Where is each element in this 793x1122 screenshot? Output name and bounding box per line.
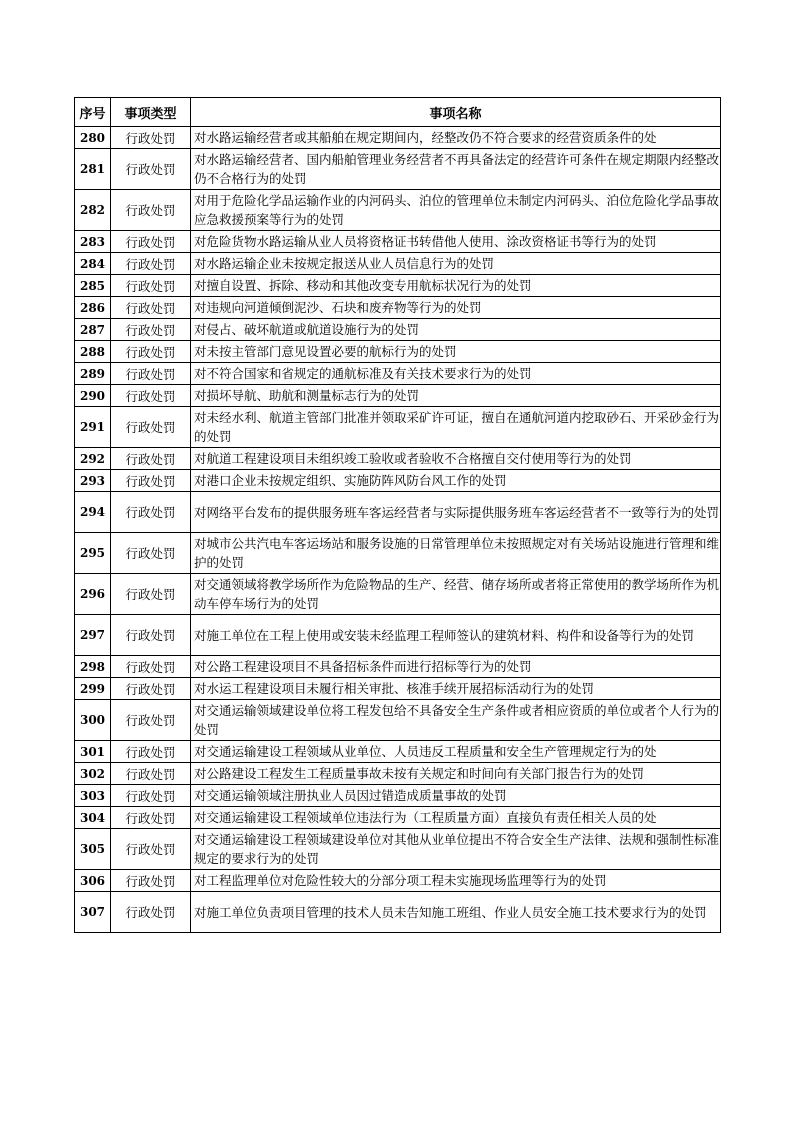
row-matter-type: 行政处罚 [111,807,191,829]
row-matter-type: 行政处罚 [111,275,191,297]
table-row [75,533,721,574]
row-matter-type: 行政处罚 [111,892,191,933]
row-serial-number: 284 [75,253,111,275]
table-row [75,275,721,297]
row-serial-number: 280 [75,127,111,149]
table-row [75,231,721,253]
row-serial-number: 296 [75,574,111,615]
row-matter-name: 对未按主管部门意见设置必要的航标行为的处罚 [191,341,721,363]
row-serial-number: 303 [75,785,111,807]
row-matter-type: 行政处罚 [111,533,191,574]
row-serial-number: 293 [75,470,111,492]
row-matter-name: 对交通领域将教学场所作为危险物品的生产、经营、储存场所或者将正常使用的教学场所作为机动车停车场行为的处罚 [191,574,721,615]
table-row [75,892,721,933]
row-matter-type: 行政处罚 [111,341,191,363]
header-matter-name: 事项名称 [191,98,721,127]
row-matter-name: 对损坏导航、助航和测量标志行为的处罚 [191,385,721,407]
row-matter-name: 对水路运输企业未按规定报送从业人员信息行为的处罚 [191,253,721,275]
row-matter-name: 对施工单位在工程上使用或安装未经监理工程师签认的建筑材料、构件和设备等行为的处罚 [191,615,721,656]
row-serial-number: 289 [75,363,111,385]
table-row [75,574,721,615]
table-row [75,363,721,385]
row-matter-name: 对水路运输经营者或其船舶在规定期间内，经整改仍不符合要求的经营资质条件的处 [191,127,721,149]
row-matter-type: 行政处罚 [111,253,191,275]
table-row [75,448,721,470]
table-row [75,615,721,656]
row-matter-type: 行政处罚 [111,407,191,448]
row-matter-name: 对违规向河道倾倒泥沙、石块和废弃物等行为的处罚 [191,297,721,319]
row-matter-name: 对公路建设工程发生工程质量事故未按有关规定和时间向有关部门报告行为的处罚 [191,763,721,785]
row-serial-number: 291 [75,407,111,448]
table-row [75,492,721,533]
table-row [75,253,721,275]
table-row [75,190,721,231]
row-serial-number: 301 [75,741,111,763]
row-serial-number: 298 [75,656,111,678]
header-matter-type: 事项类型 [111,98,191,127]
row-matter-type: 行政处罚 [111,149,191,190]
row-matter-name: 对未经水利、航道主管部门批准并领取采矿许可证，擅自在通航河道内挖取砂石、开采砂金行为的处罚 [191,407,721,448]
table-row [75,127,721,149]
row-matter-name: 对港口企业未按规定组织、实施防阵风防台风工作的处罚 [191,470,721,492]
row-matter-type: 行政处罚 [111,870,191,892]
row-matter-type: 行政处罚 [111,678,191,700]
row-matter-type: 行政处罚 [111,319,191,341]
row-matter-type: 行政处罚 [111,741,191,763]
row-matter-type: 行政处罚 [111,231,191,253]
row-matter-type: 行政处罚 [111,574,191,615]
row-matter-type: 行政处罚 [111,615,191,656]
row-serial-number: 306 [75,870,111,892]
row-matter-name: 对网络平台发布的提供服务班车客运经营者与实际提供服务班车客运经营者不一致等行为的处罚 [191,492,721,533]
row-serial-number: 295 [75,533,111,574]
row-serial-number: 299 [75,678,111,700]
table-row [75,807,721,829]
table-body [75,127,721,933]
row-matter-type: 行政处罚 [111,785,191,807]
row-matter-type: 行政处罚 [111,470,191,492]
row-matter-type: 行政处罚 [111,127,191,149]
row-matter-type: 行政处罚 [111,190,191,231]
table-row [75,829,721,870]
row-serial-number: 282 [75,190,111,231]
row-matter-type: 行政处罚 [111,492,191,533]
row-matter-name: 对公路工程建设项目不具备招标条件而进行招标等行为的处罚 [191,656,721,678]
row-serial-number: 304 [75,807,111,829]
row-matter-type: 行政处罚 [111,763,191,785]
row-serial-number: 287 [75,319,111,341]
row-matter-type: 行政处罚 [111,385,191,407]
row-matter-type: 行政处罚 [111,656,191,678]
row-serial-number: 281 [75,149,111,190]
row-serial-number: 283 [75,231,111,253]
row-matter-name: 对交通运输领域注册执业人员因过错造成质量事故的处罚 [191,785,721,807]
row-matter-name: 对航道工程建设项目未组织竣工验收或者验收不合格擅自交付使用等行为的处罚 [191,448,721,470]
matters-table [74,97,721,933]
row-serial-number: 305 [75,829,111,870]
row-matter-name: 对侵占、破坏航道或航道设施行为的处罚 [191,319,721,341]
table-row [75,678,721,700]
row-matter-type: 行政处罚 [111,829,191,870]
table-row [75,763,721,785]
table-row [75,470,721,492]
row-matter-name: 对交通运输建设工程领域建设单位对其他从业单位提出不符合安全生产法律、法规和强制性标准规定的要求行为的处罚 [191,829,721,870]
table-row [75,149,721,190]
row-serial-number: 302 [75,763,111,785]
row-matter-type: 行政处罚 [111,363,191,385]
row-serial-number: 297 [75,615,111,656]
table-row [75,656,721,678]
row-serial-number: 286 [75,297,111,319]
row-matter-name: 对工程监理单位对危险性较大的分部分项工程未实施现场监理等行为的处罚 [191,870,721,892]
row-serial-number: 300 [75,700,111,741]
row-serial-number: 307 [75,892,111,933]
row-matter-type: 行政处罚 [111,448,191,470]
header-serial-number: 序号 [75,98,111,127]
table-row [75,297,721,319]
row-serial-number: 292 [75,448,111,470]
row-matter-name: 对交通运输领域建设单位将工程发包给不具备安全生产条件或者相应资质的单位或者个人行为的处罚 [191,700,721,741]
row-matter-name: 对交通运输建设工程领域从业单位、人员违反工程质量和安全生产管理规定行为的处 [191,741,721,763]
table-row [75,785,721,807]
table-header-row [75,98,721,127]
row-matter-name: 对擅自设置、拆除、移动和其他改变专用航标状况行为的处罚 [191,275,721,297]
row-matter-name: 对不符合国家和省规定的通航标准及有关技术要求行为的处罚 [191,363,721,385]
table-row [75,385,721,407]
table-row [75,407,721,448]
table-row [75,341,721,363]
row-matter-name: 对危险货物水路运输从业人员将资格证书转借他人使用、涂改资格证书等行为的处罚 [191,231,721,253]
row-matter-name: 对城市公共汽电车客运场站和服务设施的日常管理单位未按照规定对有关场站设施进行管理和维护的处罚 [191,533,721,574]
row-matter-type: 行政处罚 [111,700,191,741]
row-serial-number: 285 [75,275,111,297]
row-matter-name: 对施工单位负责项目管理的技术人员未告知施工班组、作业人员安全施工技术要求行为的处罚 [191,892,721,933]
table-row [75,319,721,341]
row-matter-name: 对交通运输建设工程领域单位违法行为（工程质量方面）直接负有责任相关人员的处 [191,807,721,829]
row-matter-type: 行政处罚 [111,297,191,319]
table-row [75,700,721,741]
row-serial-number: 290 [75,385,111,407]
row-matter-name: 对水运工程建设项目未履行相关审批、核准手续开展招标活动行为的处罚 [191,678,721,700]
row-matter-name: 对用于危险化学品运输作业的内河码头、泊位的管理单位未制定内河码头、泊位危险化学品事故应急救援预案等行为的处罚 [191,190,721,231]
row-matter-name: 对水路运输经营者、国内船舶管理业务经营者不再具备法定的经营许可条件在规定期限内经整改仍不合格行为的处罚 [191,149,721,190]
table-row [75,741,721,763]
row-serial-number: 294 [75,492,111,533]
table-row [75,870,721,892]
row-serial-number: 288 [75,341,111,363]
